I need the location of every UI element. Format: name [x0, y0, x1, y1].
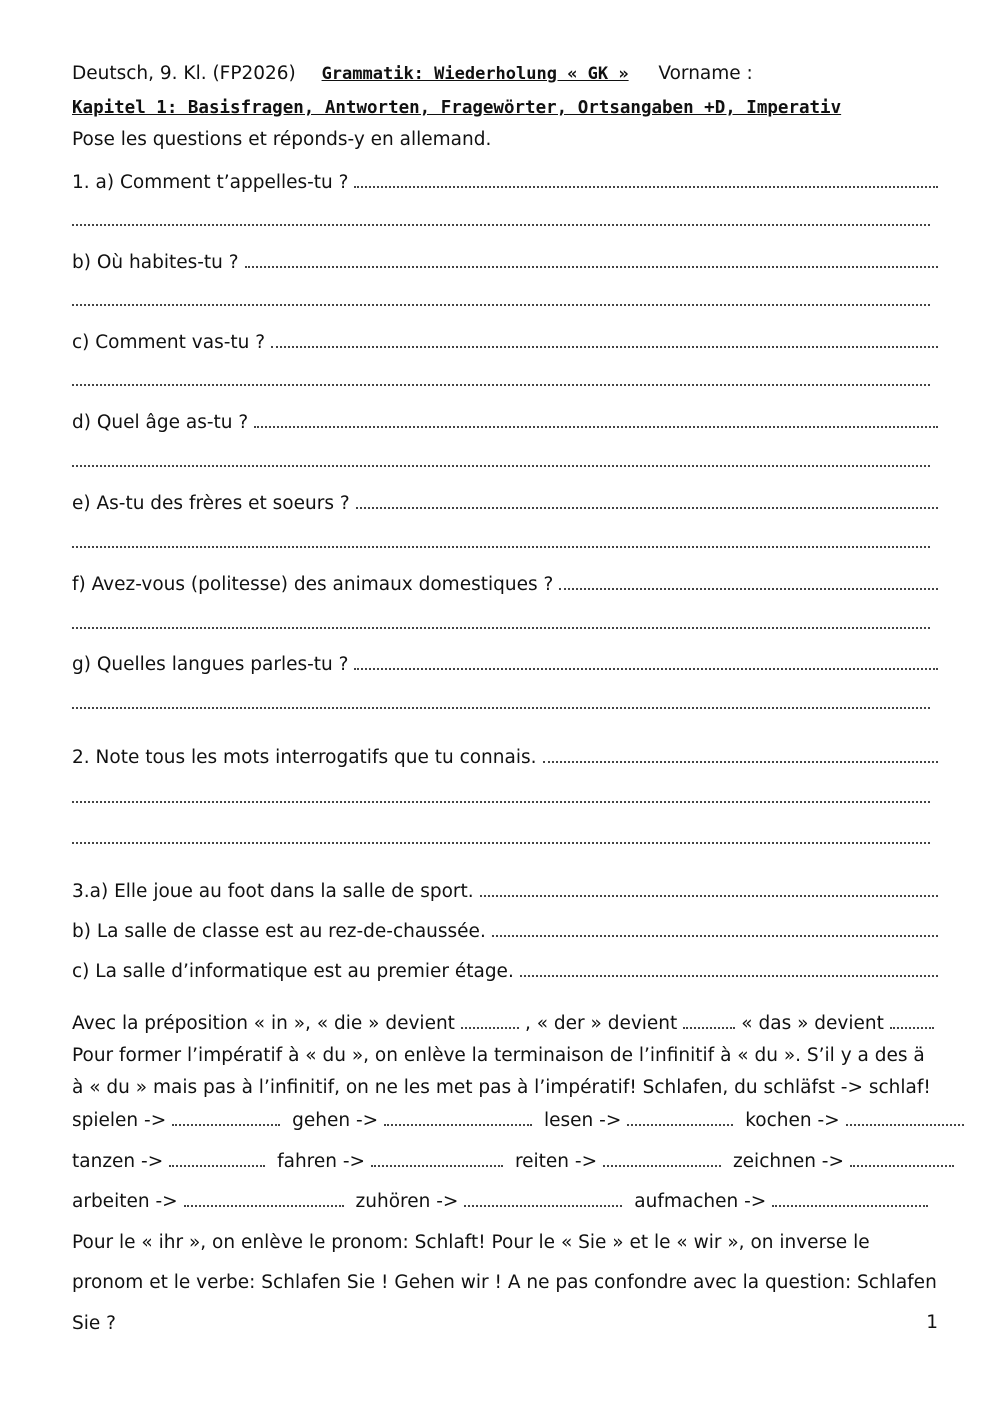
verb-row — [72, 1109, 970, 1133]
exercise-3-row — [72, 919, 938, 944]
preposition-text: , « der » devient — [524, 1013, 678, 1034]
answer-line[interactable] — [559, 572, 938, 590]
answer-line[interactable] — [271, 330, 938, 348]
fill-blank[interactable] — [172, 1110, 280, 1126]
answer-line[interactable] — [72, 302, 930, 306]
question-row — [72, 572, 938, 597]
fill-blank[interactable] — [627, 1110, 733, 1126]
fill-blank[interactable] — [846, 1110, 964, 1126]
verb-row — [72, 1190, 934, 1214]
question-label: c) Comment vas-tu ? — [72, 332, 266, 353]
exercise-2-row — [72, 745, 938, 770]
verb-label: aufmachen -> — [634, 1191, 767, 1212]
answer-line[interactable] — [543, 745, 938, 763]
chapter-title: Kapitel 1: Basisfragen, Antworten, Fragewörter, Ortsangaben +D, Imperativ — [72, 98, 842, 118]
question-label: d) Quel âge as-tu ? — [72, 412, 249, 433]
answer-line[interactable] — [72, 463, 930, 467]
fill-blank[interactable] — [683, 1013, 735, 1029]
question-row — [72, 330, 938, 355]
fill-blank[interactable] — [890, 1013, 934, 1029]
fill-blank[interactable] — [371, 1151, 503, 1167]
fill-blank[interactable] — [603, 1151, 721, 1167]
verb-row — [72, 1150, 960, 1174]
answer-line[interactable] — [354, 170, 938, 188]
rule-text: à « du » mais pas à l’infinitif, on ne les met pas à l’impératif! Schlafen, du schläfst -> schlaf! — [72, 1077, 931, 1098]
question-label: 1. a) Comment t’appelles-tu ? — [72, 172, 349, 193]
answer-line[interactable] — [480, 879, 938, 897]
preposition-text: Avec la préposition « in », « die » devient — [72, 1013, 455, 1034]
preposition-text: « das » devient — [741, 1013, 884, 1034]
question-row — [72, 491, 938, 516]
exercise-3-label: 3.a) Elle joue au foot dans la salle de sport. — [72, 881, 474, 902]
verb-label: kochen -> — [745, 1110, 840, 1131]
answer-line[interactable] — [254, 410, 938, 428]
question-label: g) Quelles langues parles-tu ? — [72, 654, 349, 675]
page-number: 1 — [926, 1312, 938, 1333]
answer-line[interactable] — [72, 840, 930, 844]
fill-blank[interactable] — [464, 1191, 622, 1207]
verb-label: zeichnen -> — [732, 1151, 844, 1172]
answer-line[interactable] — [72, 625, 930, 629]
answer-line[interactable] — [492, 919, 938, 937]
exercise-3-row — [72, 959, 938, 984]
question-row — [72, 410, 938, 435]
verb-label: reiten -> — [514, 1151, 598, 1172]
exercise-3-label: c) La salle d’informatique est au premier étage. — [72, 961, 514, 982]
question-label: e) As-tu des frères et soeurs ? — [72, 493, 350, 514]
verb-label: zuhören -> — [355, 1191, 459, 1212]
closing-text: Sie ? — [72, 1313, 116, 1334]
course-label: Deutsch, 9. Kl. (FP2026) — [72, 63, 296, 84]
question-label: b) Où habites-tu ? — [72, 252, 239, 273]
fill-blank[interactable] — [850, 1151, 954, 1167]
answer-line[interactable] — [72, 544, 930, 548]
rule-text: Pour former l’impératif à « du », on enlève la terminaison de l’infinitif à « du ». S’il y a des ä — [72, 1045, 925, 1066]
closing-text: Pour le « ihr », on enlève le pronom: Schlaft! Pour le « Sie » et le « wir », on inverse le — [72, 1232, 870, 1253]
exercise-3-label: b) La salle de classe est au rez-de-chaussée. — [72, 921, 486, 942]
verb-label: tanzen -> — [72, 1151, 164, 1172]
fill-blank[interactable] — [772, 1191, 928, 1207]
answer-line[interactable] — [356, 491, 938, 509]
exercise-2-label: 2. Note tous les mots interrogatifs que tu connais. — [72, 747, 537, 768]
instruction: Pose les questions et réponds-y en allemand. — [72, 129, 492, 150]
verb-label: lesen -> — [544, 1110, 622, 1131]
question-row — [72, 652, 938, 677]
answer-line[interactable] — [72, 382, 930, 386]
question-label: f) Avez-vous (politesse) des animaux domestiques ? — [72, 574, 554, 595]
verb-label: gehen -> — [292, 1110, 379, 1131]
fill-blank[interactable] — [184, 1191, 344, 1207]
fill-blank[interactable] — [384, 1110, 532, 1126]
question-row — [72, 250, 938, 275]
fill-blank[interactable] — [461, 1013, 519, 1029]
answer-line[interactable] — [354, 652, 938, 670]
preposition-line — [72, 1012, 940, 1036]
name-label: Vorname : — [658, 63, 753, 84]
answer-line[interactable] — [72, 705, 930, 709]
answer-line[interactable] — [72, 222, 930, 226]
answer-line[interactable] — [72, 799, 930, 803]
verb-label: arbeiten -> — [72, 1191, 178, 1212]
closing-text: pronom et le verbe: Schlafen Sie ! Gehen wir ! A ne pas confondre avec la question: Schlafen — [72, 1272, 937, 1293]
worksheet-title: Grammatik: Wiederholung « GK » — [321, 64, 629, 84]
exercise-3-row — [72, 879, 938, 904]
fill-blank[interactable] — [169, 1151, 265, 1167]
header-line — [72, 62, 753, 86]
answer-line[interactable] — [245, 250, 938, 268]
chapter-line — [72, 96, 841, 120]
verb-label: fahren -> — [277, 1151, 366, 1172]
question-row — [72, 170, 938, 195]
verb-label: spielen -> — [72, 1110, 167, 1131]
answer-line[interactable] — [520, 959, 938, 977]
